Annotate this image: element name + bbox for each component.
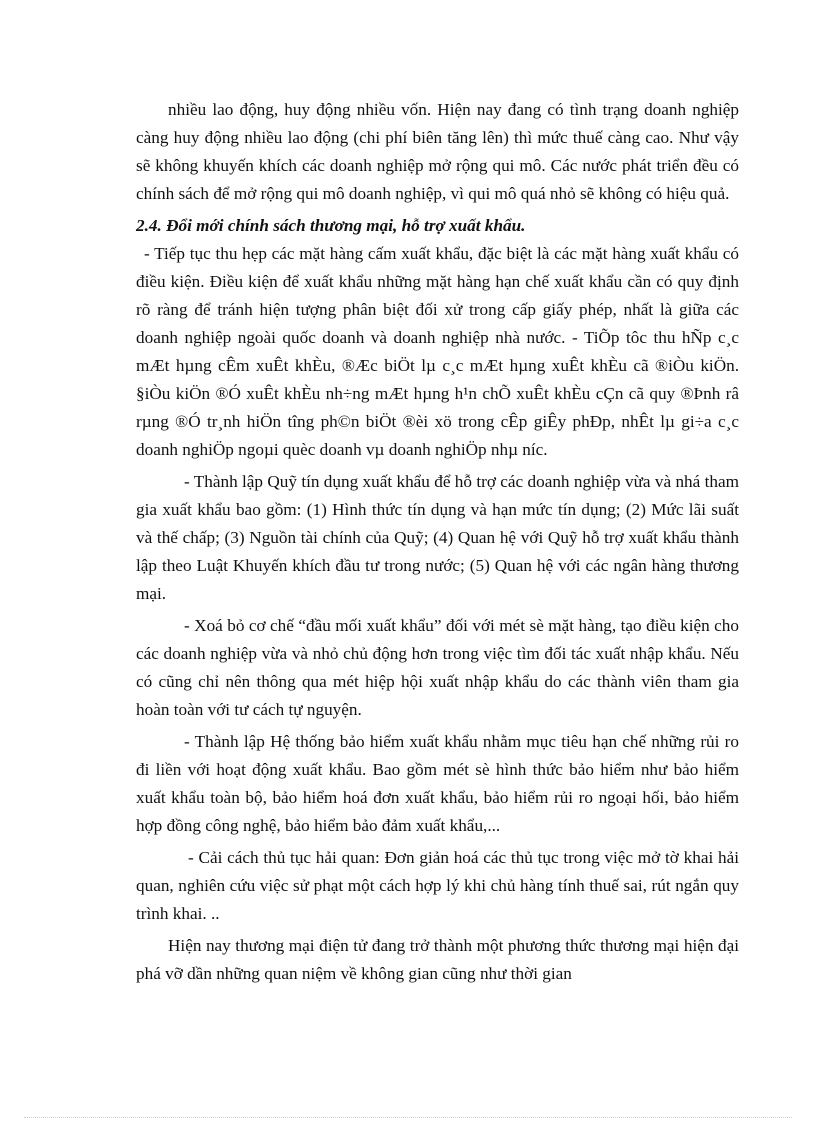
paragraph-export-ban: - Tiếp tục thu hẹp các mặt hàng cấm xuất khẩu, đặc biệt là các mặt hàng xuất khẩu có điều kiện. Điều kiện để xuất khẩu những mặt hàng hạn chế xuất khẩu cần có quy định rõ ràng để tránh hiện tượng phân biệt đối xử trong cấp giấy phép, nhất là giữa các doanh nghiệp ngoài quốc doanh và doanh nghiệp nhà nước. - TiÕp tôc thu hÑp c¸c mÆt hµng cÊm xuÊt khÈu, ®Æc biÖt lµ c¸c mÆt hµng xuÊt khÈu cã ®iÒu kiÖn. §iÒu kiÖn ®Ó xuÊt khÈu nh÷ng mÆt hµng h¹n chÕ xuÊt khÈu cÇn cã quy ®Þnh râ rµng ®Ó tr¸nh hiÖn tîng ph©n biÖt ®èi xö trong cÊp giÊy phÐp, nhÊt lµ gi÷a c¸c doanh nghiÖp ngoµi quèc doanh vµ doanh nghiÖp nhµ níc. xyxy=(136,244,739,459)
footer-dotted-rule xyxy=(24,1117,792,1118)
paragraph-customs-reform: - Cải cách thủ tục hải quan: Đơn giản hoá các thủ tục trong việc mở tờ khai hải quan, nghiên cứu việc sử phạt một cách hợp lý khi chủ hàng tính thuế sai, rút ngắn quy trình khai. .. xyxy=(136,848,739,923)
paragraph-ecommerce: Hiện nay thương mại điện tử đang trở thành một phương thức thương mại hiện đại phá vỡ dần những quan niệm về không gian cũng như thời gian xyxy=(136,936,739,983)
document-body xyxy=(136,96,739,992)
paragraph-export-insurance: - Thành lập Hệ thống bảo hiểm xuất khẩu nhằm mục tiêu hạn chế những rủi ro đi liền với hoạt động xuất khẩu. Bao gồm mét sè hình thức bảo hiểm như bảo hiểm xuất khẩu toàn bộ, bảo hiểm hoá đơn xuất khẩu, bảo hiểm rủi ro ngoại hối, bảo hiểm hợp đồng công nghệ, bảo hiểm bảo đảm xuất khẩu,... xyxy=(136,732,739,835)
paragraph-export-hub: - Xoá bỏ cơ chế “đầu mối xuất khẩu” đối với mét sè mặt hàng, tạo điều kiện cho các doanh nghiệp vừa và nhỏ chủ động hơn trong việc tìm đối tác xuất nhập khẩu. Nếu có cũng chỉ nên thông qua mét hiệp hội xuất nhập khẩu do các thành viên tham gia hoàn toàn với tư cách tự nguyện. xyxy=(136,616,739,719)
paragraph-credit-fund: - Thành lập Quỹ tín dụng xuất khẩu để hỗ trợ các doanh nghiệp vừa và nhá tham gia xuất khẩu bao gồm: (1) Hình thức tín dụng và hạn mức tín dụng; (2) Mức lãi suất và thế chấp; (3) Nguồn tài chính của Quỹ; (4) Quan hệ với Quỹ hỗ trợ xuất khẩu thành lập theo Luật Khuyến khích đầu tư trong nước; (5) Quan hệ với các ngân hàng thương mại. xyxy=(136,472,739,603)
paragraph-intro: nhiều lao động, huy động nhiều vốn. Hiện nay đang có tình trạng doanh nghiệp càng huy động nhiều lao động (chi phí biên tăng lên) thì mức thuế càng cao. Như vậy sẽ không khuyến khích các doanh nghiệp mở rộng qui mô. Các nước phát triển đều có chính sách để mở rộng qui mô doanh nghiệp, vì qui mô quá nhỏ sẽ không có hiệu quả. xyxy=(136,100,739,203)
section-heading: 2.4. Đổi mới chính sách thương mại, hỗ trợ xuất khẩu. xyxy=(136,216,526,235)
